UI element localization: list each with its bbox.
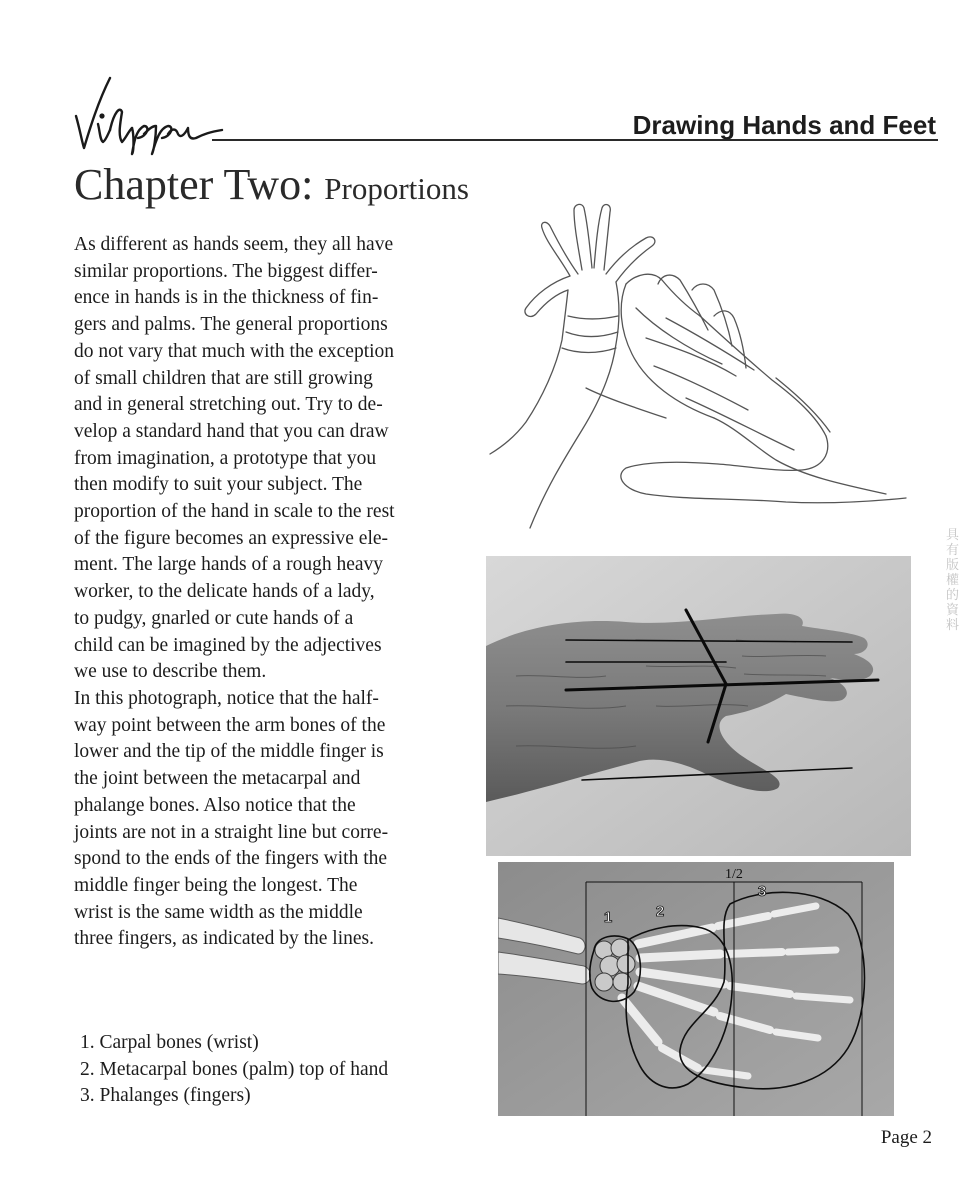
paragraph-line: wrist is the same width as the middle [74,901,363,923]
paragraph-line: ment. The large hands of a rough heavy [74,554,384,576]
list-item: 1. Carpal bones (wrist) [80,1032,259,1053]
hand-proportion-photo [486,556,911,856]
chapter-subtitle: Proportions [324,171,469,206]
paragraph-line: As different as hands seem, they all have [74,234,394,255]
paragraph-line: middle finger being the longest. The [74,874,358,896]
paragraph-line: from imagination, a prototype that you [74,447,377,469]
paragraph-line: to pudgy, gnarled or cute hands of a [74,607,354,629]
paragraph-line: three fingers, as indicated by the lines. [74,928,374,950]
paragraph-line: spond to the ends of the fingers with the [74,848,388,870]
half-label: 1/2 [725,867,743,882]
paragraph-line: worker, to the delicate hands of a lady, [74,581,375,603]
paragraph-line: do not vary that much with the exception [74,340,395,362]
paragraph-line: of small children that are still growing [74,367,373,389]
paragraph-line: then modify to suit your subject. The [74,474,363,496]
watermark-text: 具有版權的資料 [946,528,960,633]
paragraph-line: phalange bones. Also notice that the [74,794,356,816]
paragraph-line: ence in hands is in the thickness of fin- [74,287,379,309]
region-label-1: 1 [603,909,613,926]
photograph-paragraph [74,686,474,953]
vilppu-signature [72,72,232,156]
bone-list [80,1030,388,1110]
intro-paragraph [74,232,474,686]
region-label-3: 3 [757,883,767,900]
paragraph-line: similar proportions. The biggest differ- [74,260,378,282]
paragraph-line: we use to describe them. [74,661,267,683]
list-item: 3. Phalanges (fingers) [80,1085,251,1106]
page-number: Page 2 [880,1127,932,1148]
paragraph-line: and in general stretching out. Try to de- [74,394,383,416]
paragraph-line: of the figure becomes an expressive ele- [74,527,389,549]
paragraph-line: the joint between the metacarpal and [74,768,361,790]
hand-sketch-illustration [486,198,916,552]
paragraph-line: lower and the tip of the middle finger is [74,741,384,763]
paragraph-line: velop a standard hand that you can draw [74,420,389,442]
paragraph-line: joints are not in a straight line but corre- [74,821,389,843]
list-item: 2. Metacarpal bones (palm) top of hand [80,1058,389,1080]
chapter-title [74,158,469,216]
book-title: Drawing Hands and Feet [632,110,936,140]
paragraph-line: way point between the arm bones of the [74,714,386,736]
chapter-label: Chapter Two: [74,160,314,209]
paragraph-line: gers and palms. The general proportions [74,314,388,336]
paragraph-line: In this photograph, notice that the half- [74,688,379,709]
region-label-2: 2 [655,903,665,920]
paragraph-line: child can be imagined by the adjectives [74,634,382,656]
hand-skeleton-photo [498,862,894,1116]
paragraph-line: proportion of the hand in scale to the rest [74,501,395,523]
